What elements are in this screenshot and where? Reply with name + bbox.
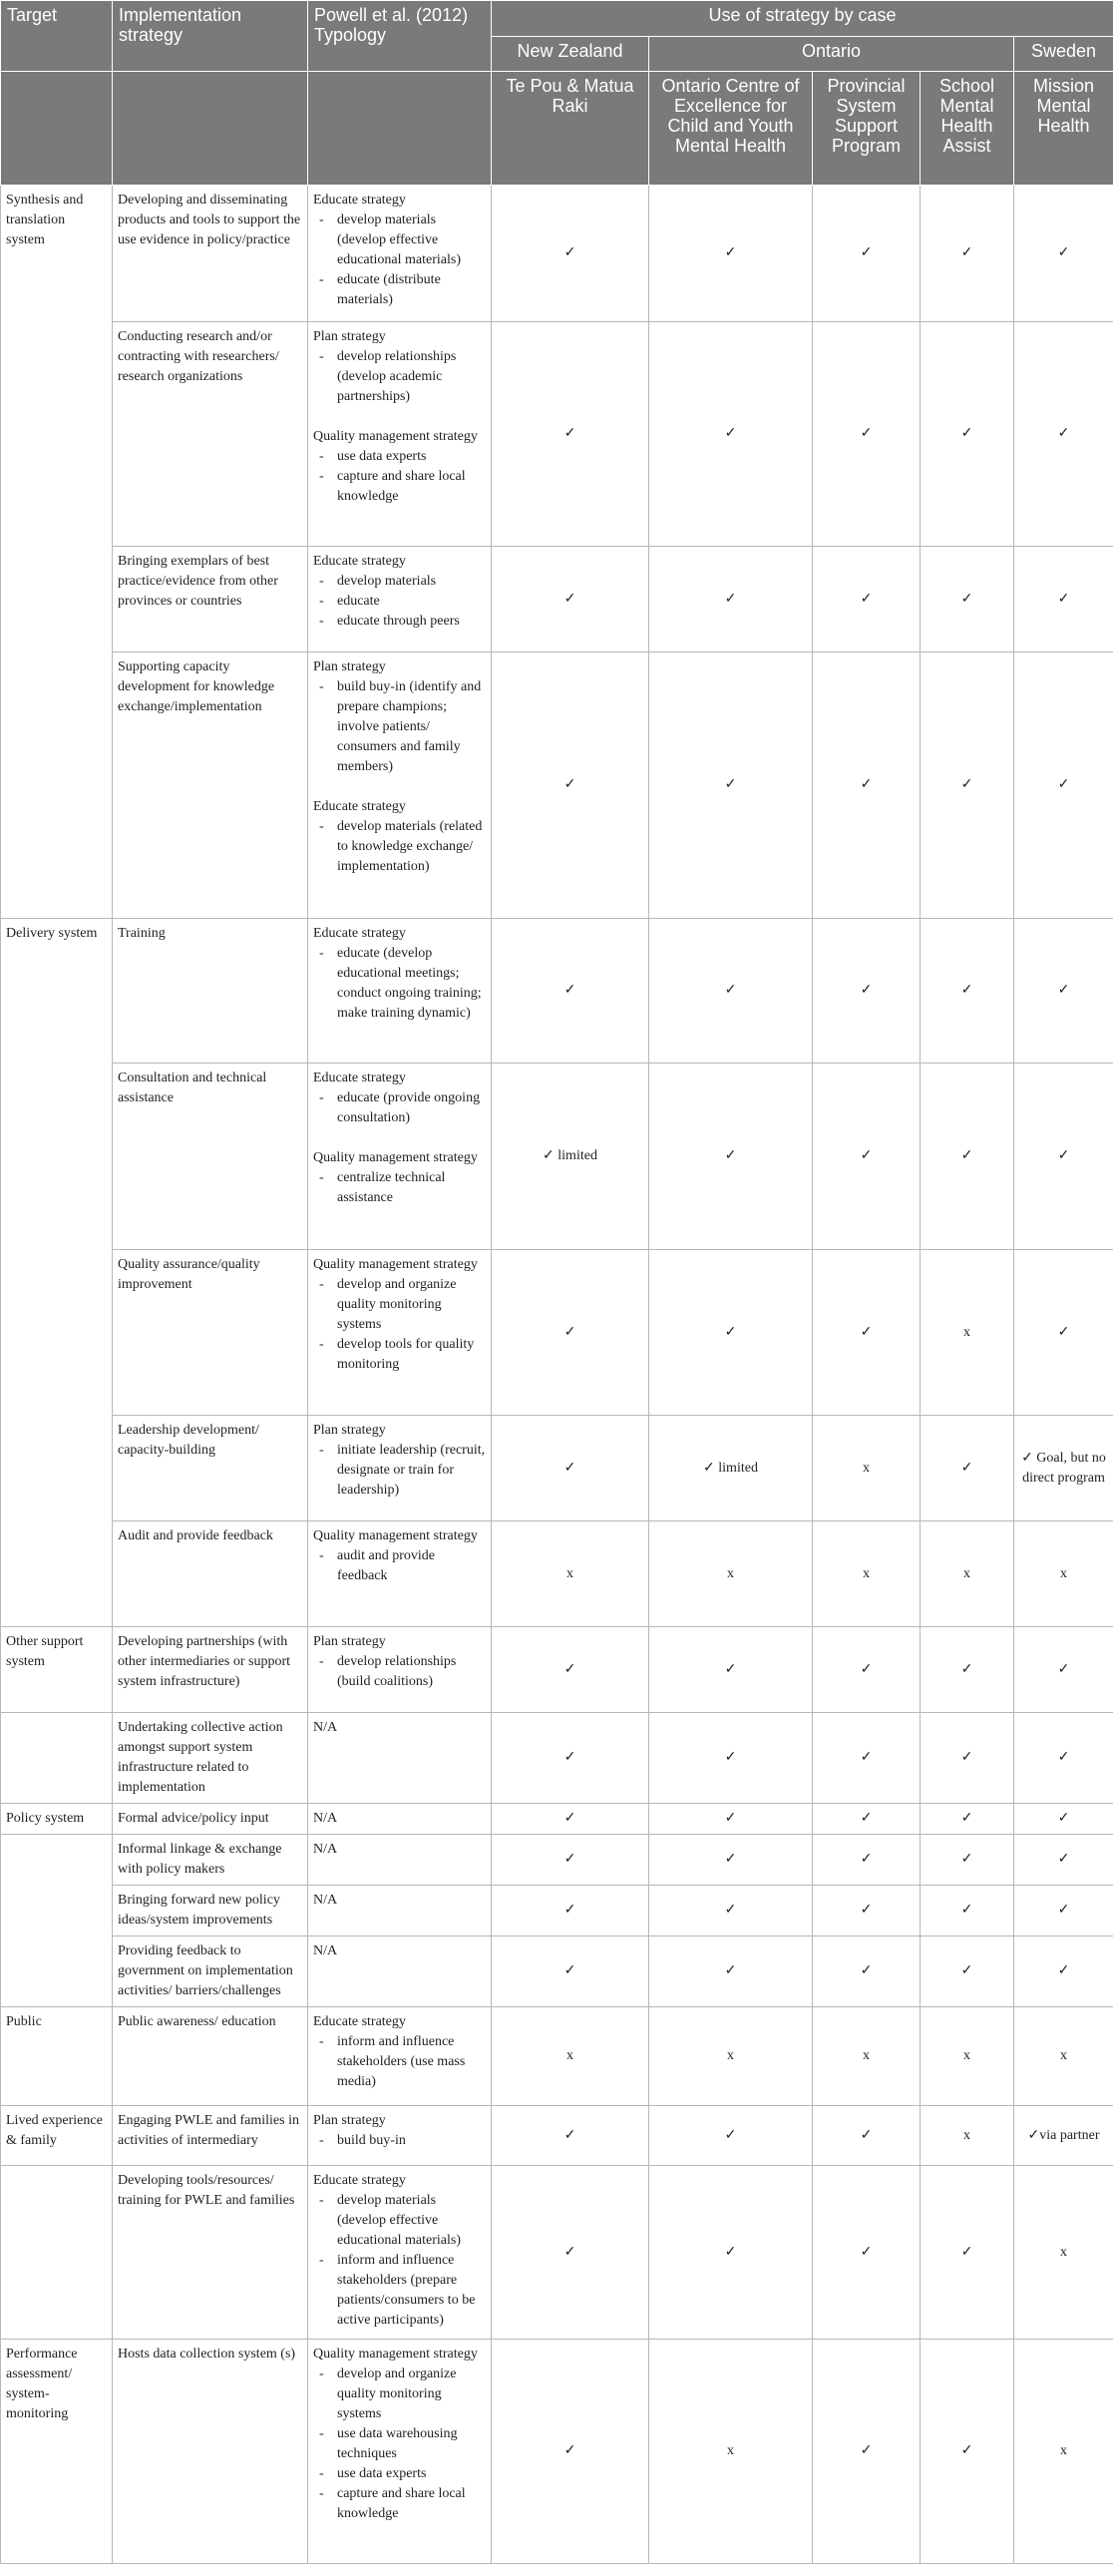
implementation-strategy-cell: Quality assurance/quality improvement xyxy=(113,1250,308,1416)
case-mark-mission-mental-health: ✓ xyxy=(1014,1064,1113,1250)
typology-item: - develop relationships (develop academic partnerships) xyxy=(313,347,486,407)
case-mark-smh-assist: ✓ xyxy=(921,1627,1014,1713)
table-row xyxy=(1,1936,1113,2007)
case-mark-pssp: ✓ xyxy=(813,186,921,322)
target-cell: Other support system xyxy=(1,1627,113,1713)
table-row xyxy=(1,1713,1113,1804)
typology-strategy-name: Educate strategy xyxy=(313,926,406,941)
typology-cell xyxy=(308,2106,492,2166)
case-mark-te-pou: x xyxy=(492,2007,649,2106)
typology-item: - use data warehousing techniques xyxy=(313,2424,486,2464)
typology-cell xyxy=(308,1627,492,1713)
target-cell: Lived experience & family xyxy=(1,2106,113,2166)
table-row xyxy=(1,547,1113,652)
typology-group xyxy=(313,427,486,507)
typology-strategy-name: Plan strategy xyxy=(313,1423,386,1438)
typology-strategy-name: Educate strategy xyxy=(313,799,406,814)
target-cell xyxy=(1,2166,113,2340)
case-mark-smh-assist: ✓ xyxy=(921,1804,1014,1835)
case-mark-mission-mental-health: ✓via partner xyxy=(1014,2106,1113,2166)
case-mark-te-pou: ✓ xyxy=(492,1713,649,1804)
typology-group xyxy=(313,797,486,877)
case-mark-smh-assist: ✓ xyxy=(921,919,1014,1064)
typology-item: - develop and organize quality monitoring systems xyxy=(313,1275,486,1335)
case-mark-mission-mental-health: ✓ xyxy=(1014,1835,1113,1886)
table-row xyxy=(1,1627,1113,1713)
case-mark-ontario-centre: ✓ xyxy=(649,547,813,652)
case-mark-pssp: ✓ xyxy=(813,1713,921,1804)
case-mark-pssp: x xyxy=(813,2007,921,2106)
table-row xyxy=(1,2007,1113,2106)
typology-strategy-name: N/A xyxy=(313,1720,338,1735)
typology-item: - build buy-in xyxy=(313,2131,486,2151)
case-mark-smh-assist: x xyxy=(921,2106,1014,2166)
header-region-new-zealand: New Zealand xyxy=(492,37,649,72)
header-use-by-case: Use of strategy by case xyxy=(492,1,1113,37)
target-cell: Policy system xyxy=(1,1804,113,1835)
case-mark-te-pou: ✓ xyxy=(492,1835,649,1886)
header-region-sweden: Sweden xyxy=(1014,37,1113,72)
typology-cell xyxy=(308,1521,492,1627)
target-cell xyxy=(1,1835,113,2007)
case-mark-ontario-centre: ✓ xyxy=(649,1064,813,1250)
table-row xyxy=(1,1416,1113,1521)
typology-item-list xyxy=(313,677,486,777)
typology-strategy-name: Educate strategy xyxy=(313,554,406,569)
case-mark-mission-mental-health: ✓ xyxy=(1014,322,1113,547)
case-mark-pssp: ✓ xyxy=(813,1835,921,1886)
case-mark-mission-mental-health: ✓ xyxy=(1014,1886,1113,1936)
typology-item-list xyxy=(313,1275,486,1375)
implementation-strategy-cell: Informal linkage & exchange with policy makers xyxy=(113,1835,308,1886)
typology-cell xyxy=(308,186,492,322)
implementation-strategy-cell: Supporting capacity development for knowledge exchange/implementation xyxy=(113,652,308,919)
case-mark-te-pou: ✓ xyxy=(492,1250,649,1416)
target-cell: Public xyxy=(1,2007,113,2106)
case-mark-mission-mental-health: x xyxy=(1014,2007,1113,2106)
typology-item-list xyxy=(313,2131,486,2151)
case-mark-te-pou: ✓ xyxy=(492,1886,649,1936)
typology-group xyxy=(313,1069,486,1128)
typology-strategy-name: N/A xyxy=(313,1842,338,1857)
typology-group xyxy=(313,2111,486,2151)
typology-item-list xyxy=(313,211,486,310)
typology-cell xyxy=(308,2166,492,2340)
target-cell: Delivery system xyxy=(1,919,113,1627)
case-mark-pssp: ✓ xyxy=(813,1936,921,2007)
case-mark-te-pou: ✓ xyxy=(492,186,649,322)
typology-item: - develop materials (related to knowledge exchange/ implementation) xyxy=(313,817,486,877)
typology-group xyxy=(313,1421,486,1501)
case-mark-ontario-centre: ✓ xyxy=(649,652,813,919)
typology-group xyxy=(313,1941,486,1961)
implementation-strategy-cell: Leadership development/ capacity-building xyxy=(113,1416,308,1521)
case-mark-smh-assist: ✓ xyxy=(921,2166,1014,2340)
typology-item-list xyxy=(313,1546,486,1586)
typology-cell xyxy=(308,919,492,1064)
typology-strategy-name: N/A xyxy=(313,1943,338,1958)
implementation-strategy-cell: Conducting research and/or contracting with researchers/ research organizations xyxy=(113,322,308,547)
case-mark-ontario-centre: ✓ xyxy=(649,1250,813,1416)
table-row xyxy=(1,652,1113,919)
case-mark-ontario-centre: ✓ xyxy=(649,1886,813,1936)
typology-group xyxy=(313,2012,486,2092)
case-mark-pssp: ✓ xyxy=(813,1250,921,1416)
typology-item: - centralize technical assistance xyxy=(313,1168,486,1208)
typology-item: - develop materials (develop effective educational materials) xyxy=(313,2191,486,2251)
implementation-strategy-cell: Developing tools/resources/ training for PWLE and families xyxy=(113,2166,308,2340)
case-mark-pssp: ✓ xyxy=(813,919,921,1064)
typology-item-list xyxy=(313,2032,486,2092)
case-mark-pssp: ✓ xyxy=(813,2106,921,2166)
target-cell: Performance assessment/ system-monitoring xyxy=(1,2340,113,2564)
typology-item-list xyxy=(313,2364,486,2524)
case-mark-mission-mental-health: ✓ Goal, but no direct program xyxy=(1014,1416,1113,1521)
header-region-ontario: Ontario xyxy=(649,37,1014,72)
case-mark-pssp: ✓ xyxy=(813,1627,921,1713)
typology-strategy-name: Quality management strategy xyxy=(313,1257,478,1272)
typology-item: - educate (distribute materials) xyxy=(313,270,486,310)
case-mark-mission-mental-health: ✓ xyxy=(1014,186,1113,322)
typology-strategy-name: Plan strategy xyxy=(313,1634,386,1649)
case-mark-te-pou: ✓ xyxy=(492,547,649,652)
case-mark-smh-assist: ✓ xyxy=(921,2340,1014,2564)
typology-cell xyxy=(308,1416,492,1521)
typology-item: - develop materials xyxy=(313,572,486,592)
typology-cell xyxy=(308,652,492,919)
case-mark-mission-mental-health: ✓ xyxy=(1014,1250,1113,1416)
case-mark-mission-mental-health: x xyxy=(1014,2166,1113,2340)
typology-item-list xyxy=(313,2191,486,2331)
typology-cell xyxy=(308,1804,492,1835)
target-cell: Synthesis and translation system xyxy=(1,186,113,919)
typology-group xyxy=(313,1148,486,1208)
case-mark-smh-assist: ✓ xyxy=(921,1713,1014,1804)
header-typology: Powell et al. (2012) Typology xyxy=(308,1,492,72)
typology-item: - use data experts xyxy=(313,447,486,467)
typology-strategy-name: Educate strategy xyxy=(313,2014,406,2029)
table-row xyxy=(1,2106,1113,2166)
typology-strategy-name: Plan strategy xyxy=(313,2113,386,2128)
case-mark-mission-mental-health: ✓ xyxy=(1014,547,1113,652)
typology-item: - develop relationships (build coalitions) xyxy=(313,1652,486,1692)
target-cell xyxy=(1,1713,113,1804)
header-case-ontario-centre: Ontario Centre of Excellence for Child and Youth Mental Health xyxy=(649,72,813,186)
case-mark-mission-mental-health: ✓ xyxy=(1014,919,1113,1064)
header-target: Target xyxy=(1,1,113,72)
implementation-strategy-cell: Bringing exemplars of best practice/evidence from other provinces or countries xyxy=(113,547,308,652)
implementation-strategy-cell: Training xyxy=(113,919,308,1064)
typology-item: - develop tools for quality monitoring xyxy=(313,1335,486,1375)
typology-strategy-name: Plan strategy xyxy=(313,329,386,344)
typology-group xyxy=(313,1809,486,1829)
typology-item-list xyxy=(313,447,486,507)
table-row xyxy=(1,1064,1113,1250)
case-mark-ontario-centre: x xyxy=(649,1521,813,1627)
implementation-strategy-cell: Consultation and technical assistance xyxy=(113,1064,308,1250)
header-case-pssp: Provincial System Support Program xyxy=(813,72,921,186)
typology-group xyxy=(313,1840,486,1860)
typology-group xyxy=(313,657,486,777)
case-mark-pssp: ✓ xyxy=(813,547,921,652)
table-row xyxy=(1,2340,1113,2564)
case-mark-smh-assist: ✓ xyxy=(921,1835,1014,1886)
typology-strategy-name: N/A xyxy=(313,1893,338,1908)
case-mark-te-pou: ✓ xyxy=(492,1627,649,1713)
typology-strategy-name: Plan strategy xyxy=(313,659,386,674)
case-mark-mission-mental-health: ✓ xyxy=(1014,1936,1113,2007)
header-case-mission-mental-health: Mission Mental Health xyxy=(1014,72,1113,186)
case-mark-ontario-centre: ✓ xyxy=(649,1936,813,2007)
typology-item-list xyxy=(313,817,486,877)
typology-group xyxy=(313,1255,486,1375)
case-mark-ontario-centre: ✓ xyxy=(649,2106,813,2166)
typology-group xyxy=(313,2345,486,2524)
case-mark-te-pou: ✓ xyxy=(492,1804,649,1835)
case-mark-smh-assist: ✓ xyxy=(921,1886,1014,1936)
typology-item-list xyxy=(313,572,486,632)
implementation-strategy-cell: Developing and disseminating products and tools to support the use evidence in policy/practice xyxy=(113,186,308,322)
case-mark-ontario-centre: ✓ limited xyxy=(649,1416,813,1521)
typology-group xyxy=(313,1718,486,1738)
typology-cell xyxy=(308,1886,492,1936)
typology-item: - initiate leadership (recruit, designate or train for leadership) xyxy=(313,1441,486,1501)
case-mark-ontario-centre: ✓ xyxy=(649,186,813,322)
table-row xyxy=(1,1521,1113,1627)
typology-item: - inform and influence stakeholders (use mass media) xyxy=(313,2032,486,2092)
typology-cell xyxy=(308,322,492,547)
case-mark-pssp: ✓ xyxy=(813,322,921,547)
case-mark-smh-assist: ✓ xyxy=(921,322,1014,547)
case-mark-te-pou: ✓ xyxy=(492,2340,649,2564)
typology-item: - educate xyxy=(313,592,486,612)
case-mark-pssp: ✓ xyxy=(813,2166,921,2340)
case-mark-te-pou: ✓ xyxy=(492,322,649,547)
case-mark-mission-mental-health: ✓ xyxy=(1014,1713,1113,1804)
case-mark-smh-assist: x xyxy=(921,2007,1014,2106)
case-mark-ontario-centre: ✓ xyxy=(649,1835,813,1886)
case-mark-pssp: ✓ xyxy=(813,1886,921,1936)
typology-item-list xyxy=(313,347,486,407)
case-mark-smh-assist: ✓ xyxy=(921,1936,1014,2007)
typology-item-list xyxy=(313,1168,486,1208)
typology-item: - educate (provide ongoing consultation) xyxy=(313,1088,486,1128)
case-mark-smh-assist: x xyxy=(921,1521,1014,1627)
case-mark-ontario-centre: ✓ xyxy=(649,1804,813,1835)
case-mark-te-pou: ✓ xyxy=(492,1936,649,2007)
typology-group xyxy=(313,191,486,310)
table-row xyxy=(1,1804,1113,1835)
case-mark-te-pou: x xyxy=(492,1521,649,1627)
case-mark-pssp: x xyxy=(813,1521,921,1627)
typology-item: - educate (develop educational meetings; conduct ongoing training; make training dynamic) xyxy=(313,944,486,1024)
typology-cell xyxy=(308,1936,492,2007)
case-mark-ontario-centre: ✓ xyxy=(649,322,813,547)
case-mark-te-pou: ✓ limited xyxy=(492,1064,649,1250)
typology-item: - develop and organize quality monitoring systems xyxy=(313,2364,486,2424)
case-mark-ontario-centre: ✓ xyxy=(649,1627,813,1713)
typology-strategy-name: Educate strategy xyxy=(313,193,406,208)
implementation-strategy-cell: Developing partnerships (with other intermediaries or support system infrastructure) xyxy=(113,1627,308,1713)
table-row xyxy=(1,322,1113,547)
implementation-strategy-cell: Formal advice/policy input xyxy=(113,1804,308,1835)
case-mark-smh-assist: x xyxy=(921,1250,1014,1416)
typology-cell xyxy=(308,2007,492,2106)
typology-cell xyxy=(308,1250,492,1416)
typology-strategy-name: Quality management strategy xyxy=(313,2347,478,2361)
case-mark-te-pou: ✓ xyxy=(492,652,649,919)
case-mark-te-pou: ✓ xyxy=(492,1416,649,1521)
typology-item-list xyxy=(313,1652,486,1692)
typology-item-list xyxy=(313,944,486,1024)
header-case-te-pou: Te Pou & Matua Raki xyxy=(492,72,649,186)
typology-item: - capture and share local knowledge xyxy=(313,2484,486,2524)
implementation-strategy-cell: Engaging PWLE and families in activities of intermediary xyxy=(113,2106,308,2166)
case-mark-te-pou: ✓ xyxy=(492,919,649,1064)
implementation-strategy-cell: Hosts data collection system (s) xyxy=(113,2340,308,2564)
typology-group xyxy=(313,1526,486,1586)
header-case-smh-assist: School Mental Health Assist xyxy=(921,72,1014,186)
implementation-strategy-cell: Bringing forward new policy ideas/system improvements xyxy=(113,1886,308,1936)
typology-strategy-name: Quality management strategy xyxy=(313,429,478,444)
implementation-strategy-cell: Public awareness/ education xyxy=(113,2007,308,2106)
typology-item: - audit and provide feedback xyxy=(313,1546,486,1586)
case-mark-ontario-centre: x xyxy=(649,2007,813,2106)
typology-group xyxy=(313,1632,486,1692)
case-mark-te-pou: ✓ xyxy=(492,2166,649,2340)
case-mark-mission-mental-health: x xyxy=(1014,1521,1113,1627)
case-mark-pssp: x xyxy=(813,1416,921,1521)
typology-item: - educate through peers xyxy=(313,612,486,632)
typology-item-list xyxy=(313,1441,486,1501)
table-row xyxy=(1,186,1113,322)
table-body xyxy=(1,186,1113,2564)
table-row xyxy=(1,2166,1113,2340)
typology-cell xyxy=(308,1064,492,1250)
case-mark-mission-mental-health: ✓ xyxy=(1014,1804,1113,1835)
case-mark-pssp: ✓ xyxy=(813,1804,921,1835)
case-mark-te-pou: ✓ xyxy=(492,2106,649,2166)
case-mark-pssp: ✓ xyxy=(813,1064,921,1250)
typology-cell xyxy=(308,2340,492,2564)
typology-group xyxy=(313,1891,486,1911)
typology-item: - use data experts xyxy=(313,2464,486,2484)
case-mark-smh-assist: ✓ xyxy=(921,1416,1014,1521)
typology-strategy-name: Educate strategy xyxy=(313,2173,406,2188)
implementation-strategy-cell: Audit and provide feedback xyxy=(113,1521,308,1627)
case-mark-smh-assist: ✓ xyxy=(921,1064,1014,1250)
typology-cell xyxy=(308,547,492,652)
case-mark-mission-mental-health: ✓ xyxy=(1014,652,1113,919)
table-row xyxy=(1,1250,1113,1416)
typology-item-list xyxy=(313,1088,486,1128)
case-mark-pssp: ✓ xyxy=(813,2340,921,2564)
typology-group xyxy=(313,924,486,1024)
typology-item: - build buy-in (identify and prepare champions; involve patients/ consumers and family members) xyxy=(313,677,486,777)
case-mark-pssp: ✓ xyxy=(813,652,921,919)
typology-strategy-name: Educate strategy xyxy=(313,1071,406,1085)
table-row xyxy=(1,1835,1113,1886)
case-mark-smh-assist: ✓ xyxy=(921,547,1014,652)
table-row xyxy=(1,1886,1113,1936)
typology-item: - inform and influence stakeholders (prepare patients/consumers to be active participants) xyxy=(313,2251,486,2331)
case-mark-mission-mental-health: ✓ xyxy=(1014,1627,1113,1713)
case-mark-smh-assist: ✓ xyxy=(921,186,1014,322)
header-implementation: Implementation strategy xyxy=(113,1,308,72)
typology-item: - develop materials (develop effective educational materials) xyxy=(313,211,486,270)
typology-strategy-name: Quality management strategy xyxy=(313,1528,478,1543)
case-mark-smh-assist: ✓ xyxy=(921,652,1014,919)
case-mark-ontario-centre: x xyxy=(649,2340,813,2564)
implementation-strategy-cell: Providing feedback to government on implementation activities/ barriers/challenges xyxy=(113,1936,308,2007)
typology-group xyxy=(313,552,486,632)
typology-group xyxy=(313,327,486,407)
typology-group xyxy=(313,2171,486,2331)
typology-item: - capture and share local knowledge xyxy=(313,467,486,507)
typology-cell xyxy=(308,1835,492,1886)
case-mark-ontario-centre: ✓ xyxy=(649,919,813,1064)
typology-cell xyxy=(308,1713,492,1804)
typology-strategy-name: N/A xyxy=(313,1811,338,1826)
case-mark-ontario-centre: ✓ xyxy=(649,1713,813,1804)
case-mark-mission-mental-health: x xyxy=(1014,2340,1113,2564)
table-row xyxy=(1,919,1113,1064)
typology-strategy-name: Quality management strategy xyxy=(313,1150,478,1165)
case-mark-ontario-centre: ✓ xyxy=(649,2166,813,2340)
implementation-strategy-cell: Undertaking collective action amongst support system infrastructure related to implementation xyxy=(113,1713,308,1804)
